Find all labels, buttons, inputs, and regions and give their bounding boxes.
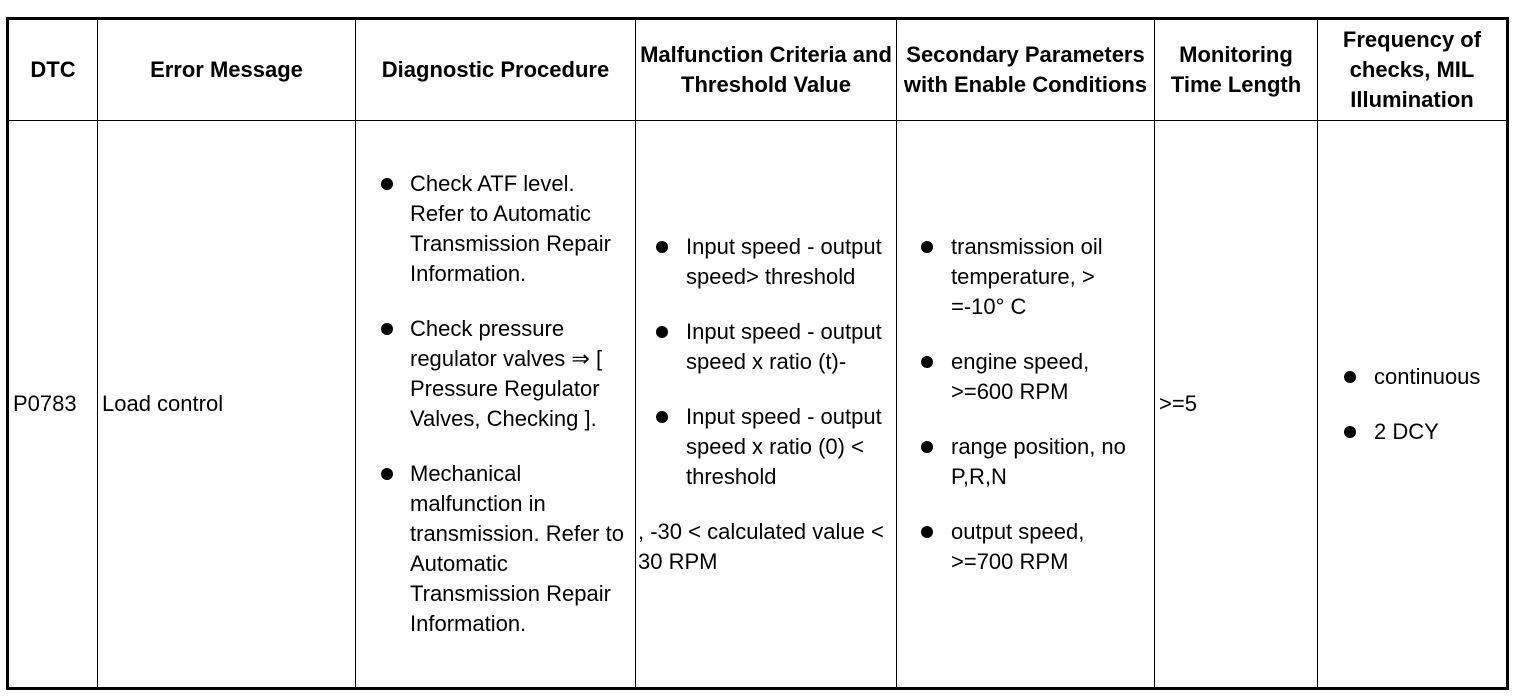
- list-item: range position, no P,R,N: [901, 432, 1150, 492]
- criteria-list: [636, 232, 892, 492]
- header-monitoring-time: Monitoring Time Length: [1155, 19, 1318, 121]
- cell-secondary-parameters: [897, 121, 1155, 689]
- cell-frequency: [1318, 121, 1508, 689]
- list-item: Check pressure regulator valves ⇒ [ Pressure Regulator Valves, Checking ].: [360, 314, 631, 434]
- cell-malfunction-criteria: [636, 121, 897, 689]
- list-item: 2 DCY: [1322, 417, 1502, 447]
- list-item: continuous: [1322, 362, 1502, 392]
- list-item: output speed, >=700 RPM: [901, 517, 1150, 577]
- list-item: transmission oil temperature, > =-10° C: [901, 232, 1150, 322]
- list-item: Mechanical malfunction in transmission. Refer to Automatic Transmission Repair Information.: [360, 459, 631, 639]
- frequency-list: [1322, 362, 1502, 447]
- header-error-message: Error Message: [98, 19, 356, 121]
- cell-monitoring-time: >=5: [1155, 121, 1318, 689]
- header-secondary-parameters: Secondary Parameters with Enable Conditions: [897, 19, 1155, 121]
- list-item: Input speed - output speed> threshold: [636, 232, 892, 292]
- procedure-list: [360, 169, 631, 639]
- list-item: Input speed - output speed x ratio (0) < threshold: [636, 402, 892, 492]
- dtc-table: [6, 17, 1509, 690]
- header-malfunction-criteria: Malfunction Criteria and Threshold Value: [636, 19, 897, 121]
- list-item: Check ATF level. Refer to Automatic Transmission Repair Information.: [360, 169, 631, 289]
- header-diagnostic-procedure: Diagnostic Procedure: [356, 19, 636, 121]
- criteria-trailing-text: , -30 < calculated value < 30 RPM: [638, 518, 884, 574]
- header-row: [8, 19, 1508, 121]
- cell-diagnostic-procedure: [356, 121, 636, 689]
- parameters-list: [901, 232, 1150, 577]
- header-frequency: Frequency of checks, MIL Illumination: [1318, 19, 1508, 121]
- list-item: Input speed - output speed x ratio (t)-: [636, 317, 892, 377]
- list-item: engine speed, >=600 RPM: [901, 347, 1150, 407]
- table-row: [8, 121, 1508, 689]
- cell-dtc: P0783: [8, 121, 98, 689]
- header-dtc: DTC: [8, 19, 98, 121]
- cell-error-message: Load control: [98, 121, 356, 689]
